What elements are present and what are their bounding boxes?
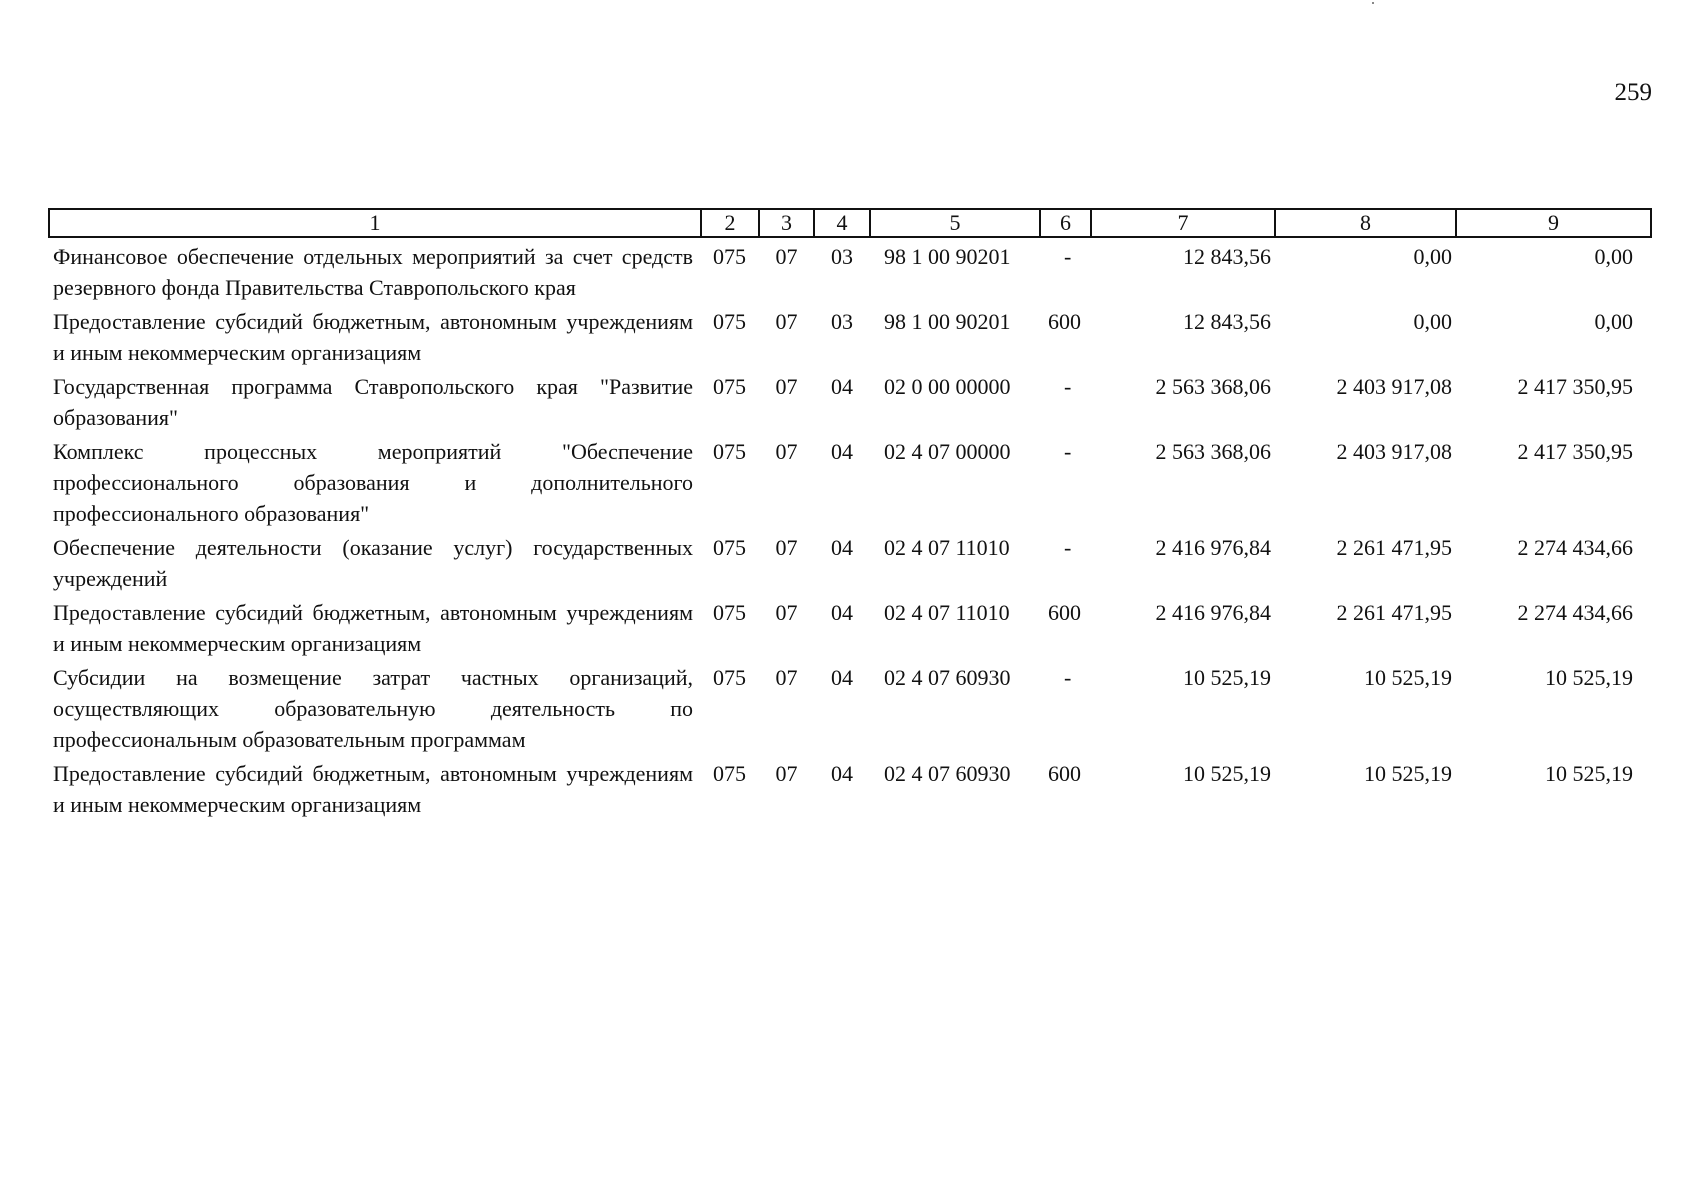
cell-section-code: 07 <box>775 761 798 786</box>
cell-target-article: 02 4 07 11010 <box>884 535 1010 560</box>
table-row <box>49 529 1651 594</box>
cell-amount-col8: 2 403 917,08 <box>1336 439 1452 464</box>
table-row <box>49 368 1651 433</box>
cell-amount-col7: 2 563 368,06 <box>1155 374 1271 399</box>
row-name: Комплекс процессных мероприятий "Обеспечение профессионального образования и дополнительного профессионального образования" <box>53 439 693 526</box>
cell-section-code: 07 <box>775 600 798 625</box>
cell-amount-col9: 2 417 350,95 <box>1517 439 1633 464</box>
table-row <box>49 237 1651 303</box>
cell-subsection-code: 04 <box>831 665 853 690</box>
cell-target-article: 98 1 00 90201 <box>884 244 1011 269</box>
row-name: Финансовое обеспечение отдельных мероприятий за счет средств резервного фонда Правительства Ставропольского края <box>53 244 693 300</box>
cell-amount-col9: 10 525,19 <box>1545 761 1633 786</box>
row-name: Обеспечение деятельности (оказание услуг) государственных учреждений <box>53 535 693 591</box>
row-name: Предоставление субсидий бюджетным, автономным учреждениям и иным некоммерческим организациям <box>53 761 693 817</box>
cell-section-code: 07 <box>775 665 798 690</box>
cell-ministry-code: 075 <box>713 665 746 690</box>
cell-subsection-code: 04 <box>831 374 853 399</box>
table-row <box>49 659 1651 755</box>
cell-target-article: 98 1 00 90201 <box>884 309 1011 334</box>
column-header-1: 1 <box>49 209 701 237</box>
cell-amount-col7: 12 843,56 <box>1183 309 1271 334</box>
table-row <box>49 755 1651 820</box>
scan-speck <box>1372 2 1374 4</box>
cell-amount-col7: 2 563 368,06 <box>1155 439 1271 464</box>
cell-ministry-code: 075 <box>713 535 746 560</box>
row-name: Предоставление субсидий бюджетным, автономным учреждениям и иным некоммерческим организациям <box>53 600 693 656</box>
column-header-7: 7 <box>1091 209 1275 237</box>
cell-expense-type: - <box>1064 439 1072 464</box>
column-header-2: 2 <box>701 209 759 237</box>
cell-expense-type: 600 <box>1048 761 1081 786</box>
cell-target-article: 02 4 07 00000 <box>884 439 1011 464</box>
column-header-4: 4 <box>814 209 870 237</box>
cell-expense-type: - <box>1064 374 1072 399</box>
cell-amount-col7: 12 843,56 <box>1183 244 1271 269</box>
column-header-9: 9 <box>1456 209 1651 237</box>
cell-expense-type: 600 <box>1048 600 1081 625</box>
header-row <box>49 209 1651 237</box>
cell-amount-col9: 2 274 434,66 <box>1517 535 1633 560</box>
column-header-3: 3 <box>759 209 814 237</box>
page-number: 259 <box>1614 79 1652 106</box>
cell-ministry-code: 075 <box>713 761 746 786</box>
cell-amount-col9: 0,00 <box>1594 244 1633 269</box>
column-header-6: 6 <box>1040 209 1091 237</box>
cell-amount-col7: 2 416 976,84 <box>1155 600 1271 625</box>
cell-section-code: 07 <box>775 374 798 399</box>
cell-subsection-code: 04 <box>831 535 853 560</box>
cell-amount-col8: 2 261 471,95 <box>1336 600 1452 625</box>
cell-amount-col8: 10 525,19 <box>1364 761 1452 786</box>
cell-ministry-code: 075 <box>713 309 746 334</box>
cell-target-article: 02 0 00 00000 <box>884 374 1011 399</box>
cell-amount-col8: 2 403 917,08 <box>1336 374 1452 399</box>
cell-section-code: 07 <box>775 309 798 334</box>
cell-section-code: 07 <box>775 439 798 464</box>
cell-amount-col8: 2 261 471,95 <box>1336 535 1452 560</box>
cell-expense-type: - <box>1064 665 1072 690</box>
cell-amount-col8: 0,00 <box>1413 309 1452 334</box>
cell-ministry-code: 075 <box>713 244 746 269</box>
table-row <box>49 433 1651 529</box>
cell-section-code: 07 <box>775 535 798 560</box>
cell-expense-type: - <box>1064 244 1072 269</box>
cell-amount-col7: 10 525,19 <box>1183 761 1271 786</box>
cell-ministry-code: 075 <box>713 600 746 625</box>
cell-amount-col8: 10 525,19 <box>1364 665 1452 690</box>
cell-ministry-code: 075 <box>713 439 746 464</box>
column-header-5: 5 <box>870 209 1040 237</box>
cell-amount-col9: 2 274 434,66 <box>1517 600 1633 625</box>
cell-amount-col9: 2 417 350,95 <box>1517 374 1633 399</box>
row-name: Субсидии на возмещение затрат частных организаций, осуществляющих образовательную деятельность по профессиональным образовательным программам <box>53 665 693 752</box>
cell-expense-type: 600 <box>1048 309 1081 334</box>
cell-amount-col9: 10 525,19 <box>1545 665 1633 690</box>
cell-expense-type: - <box>1064 535 1072 560</box>
table-row <box>49 594 1651 659</box>
cell-subsection-code: 04 <box>831 600 853 625</box>
cell-amount-col9: 0,00 <box>1594 309 1633 334</box>
cell-target-article: 02 4 07 11010 <box>884 600 1010 625</box>
table-row <box>49 303 1651 368</box>
cell-ministry-code: 075 <box>713 374 746 399</box>
cell-subsection-code: 03 <box>831 244 853 269</box>
cell-amount-col7: 10 525,19 <box>1183 665 1271 690</box>
row-name: Предоставление субсидий бюджетным, автономным учреждениям и иным некоммерческим организациям <box>53 309 693 365</box>
cell-subsection-code: 03 <box>831 309 853 334</box>
cell-subsection-code: 04 <box>831 439 853 464</box>
column-header-8: 8 <box>1275 209 1456 237</box>
cell-target-article: 02 4 07 60930 <box>884 761 1011 786</box>
cell-amount-col7: 2 416 976,84 <box>1155 535 1271 560</box>
cell-section-code: 07 <box>775 244 798 269</box>
cell-subsection-code: 04 <box>831 761 853 786</box>
row-name: Государственная программа Ставропольского края "Развитие образования" <box>53 374 693 430</box>
cell-target-article: 02 4 07 60930 <box>884 665 1011 690</box>
budget-table <box>48 208 1652 820</box>
cell-amount-col8: 0,00 <box>1413 244 1452 269</box>
